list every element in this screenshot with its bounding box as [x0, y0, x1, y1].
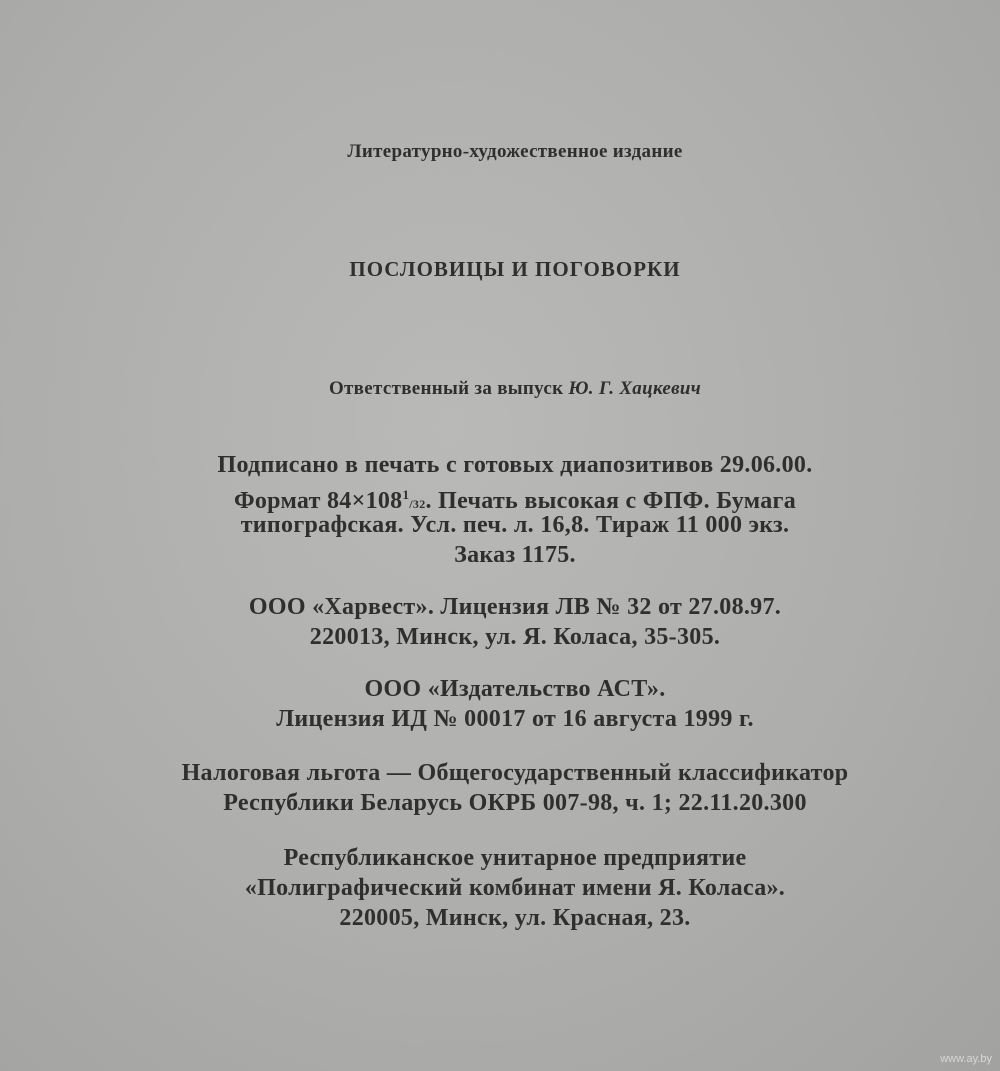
responsible-label: Ответственный за выпуск	[328, 378, 564, 399]
publisher2-line2: Лицензия ИД № 00017 от 16 августа 1999 г.	[276, 706, 754, 732]
responsible-line	[15, 378, 1000, 400]
tax-line2: Республики Беларусь ОКРБ 007-98, ч. 1; 22.11.20.300	[223, 790, 807, 816]
printer-line3: 220005, Минск, ул. Красная, 23.	[339, 905, 691, 931]
publisher1-line1: ООО «Харвест». Лицензия ЛВ № 32 от 27.08.97.	[248, 594, 782, 620]
printer-line1: Республиканское унитарное предприятие	[283, 845, 747, 871]
printer-line2: «Полиграфический комбинат имени Я. Коласа».	[244, 875, 786, 901]
format-suffix: . Печать высокая с ФПФ. Бумага	[425, 488, 797, 514]
site-watermark: www.ay.by	[940, 1053, 992, 1065]
format-prefix: Формат 84×108	[233, 488, 403, 514]
format-sup: 1	[402, 487, 410, 502]
print-info-line3: типографская. Усл. печ. л. 16,8. Тираж 11 000 экз.	[240, 512, 790, 538]
format-sub: /32	[409, 497, 426, 511]
publisher1-line2: 220013, Минск, ул. Я. Коласа, 35-305.	[309, 624, 721, 650]
responsible-name: Ю. Г. Хацкевич	[568, 378, 702, 399]
tax-line1: Налоговая льгота — Общегосударственный классификатор	[181, 760, 849, 786]
publisher2-line1: ООО «Издательство АСТ».	[364, 676, 666, 702]
book-title: ПОСЛОВИЦЫ И ПОГОВОРКИ	[349, 257, 681, 281]
edition-type: Литературно-художественное издание	[347, 141, 683, 162]
print-info-line4: Заказ 1175.	[454, 542, 576, 568]
print-info-line1: Подписано в печать с готовых диапозитивов 29.06.00.	[217, 452, 813, 478]
